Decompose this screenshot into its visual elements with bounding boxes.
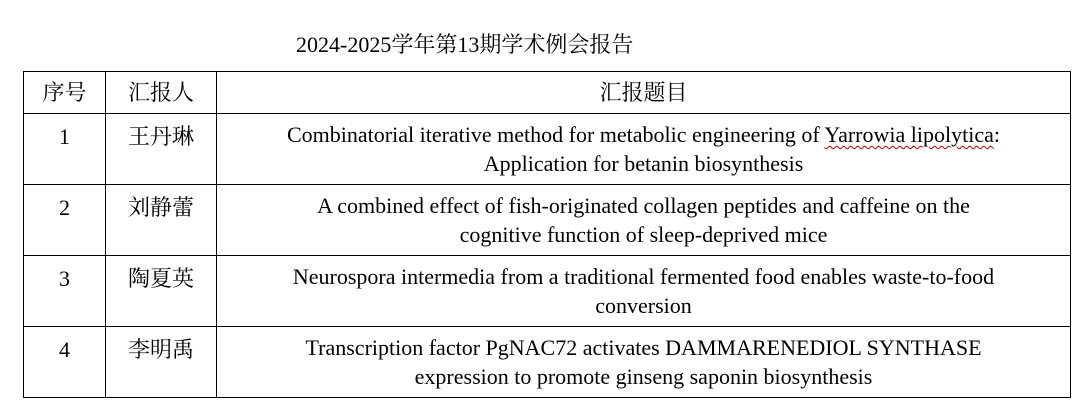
table-row xyxy=(24,256,1071,327)
topic-line-1: A combined effect of fish-originated collagen peptides and caffeine on the xyxy=(317,193,970,218)
topic-line-1 xyxy=(217,120,1070,149)
header-topic: 汇报题目 xyxy=(217,72,1071,114)
document-title: 2024-2025学年第13期学术例会报告 xyxy=(296,32,634,57)
header-index: 序号 xyxy=(24,72,106,114)
row-index: 3 xyxy=(24,256,106,327)
row-index: 1 xyxy=(24,114,106,185)
row-reporter: 王丹琳 xyxy=(106,114,217,185)
topic-line-2: expression to promote ginseng saponin biosynthesis xyxy=(414,364,873,389)
topic-line-2: Application for betanin biosynthesis xyxy=(483,151,804,176)
table-row xyxy=(24,327,1071,398)
topic-line-1: Transcription factor PgNAC72 activates DAMMARENEDIOL SYNTHASE xyxy=(305,335,982,360)
row-reporter: 刘静蕾 xyxy=(106,185,217,256)
row-reporter: 陶夏英 xyxy=(106,256,217,327)
table-header-row xyxy=(24,72,1071,114)
topic-line-1: Neurospora intermedia from a traditional fermented food enables waste-to-food xyxy=(292,264,995,289)
topic-text: Combinatorial iterative method for metabolic engineering of xyxy=(287,122,825,147)
row-topic xyxy=(217,327,1071,398)
report-table xyxy=(23,71,1071,398)
row-topic xyxy=(217,256,1071,327)
topic-line-2: conversion xyxy=(595,293,692,318)
row-index: 2 xyxy=(24,185,106,256)
row-topic xyxy=(217,185,1071,256)
table-row xyxy=(24,114,1071,185)
topic-colon: : xyxy=(993,122,1000,147)
topic-species-name: Yarrowia lipolytica xyxy=(824,122,994,147)
header-reporter: 汇报人 xyxy=(106,72,217,114)
row-reporter: 李明禹 xyxy=(106,327,217,398)
row-topic xyxy=(217,114,1071,185)
row-index: 4 xyxy=(24,327,106,398)
table-row xyxy=(24,185,1071,256)
topic-line-2: cognitive function of sleep-deprived mice xyxy=(459,222,828,247)
